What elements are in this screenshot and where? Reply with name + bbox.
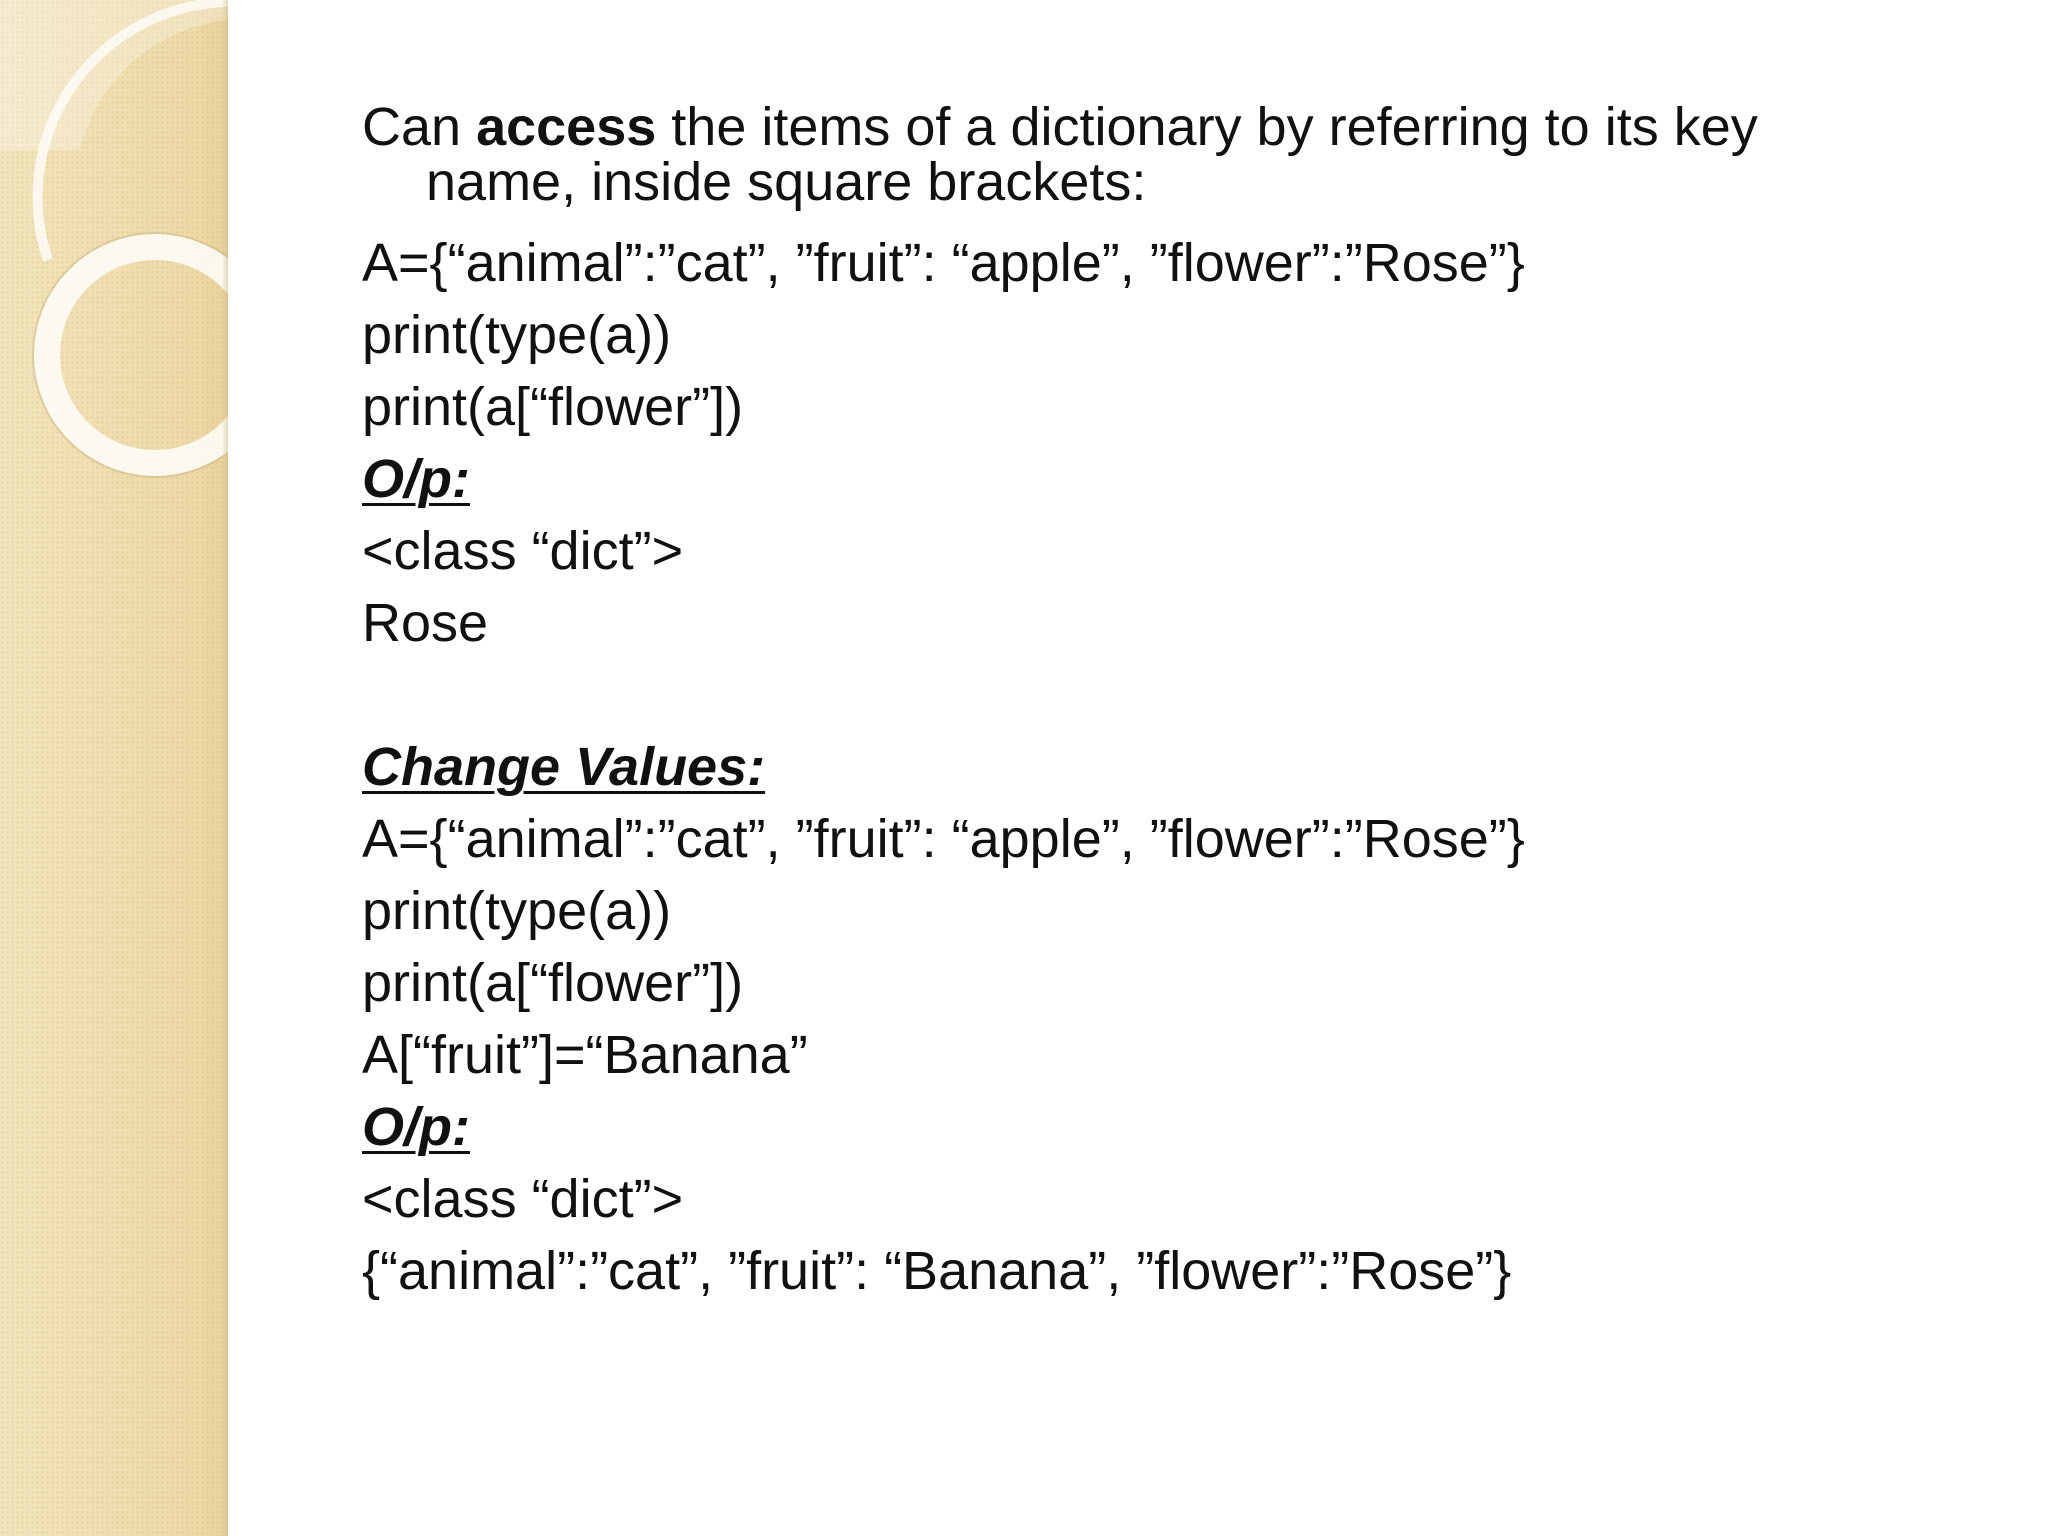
- section-heading-change-values: Change Values:: [362, 737, 766, 797]
- code-line: print(type(a)): [362, 305, 672, 365]
- panel-edge-shadow: [222, 0, 228, 1536]
- code-line: print(a[“flower”]): [362, 377, 744, 437]
- code-line: A={“animal”:”cat”, ”fruit”: “apple”, ”flower”:”Rose”}: [362, 233, 1525, 293]
- slide-content: [362, 97, 1962, 1307]
- intro-paragraph: [362, 97, 1962, 212]
- output-line: Rose: [362, 593, 489, 653]
- output-line: <class “dict”>: [362, 521, 684, 581]
- code-line: A[“fruit”]=“Banana”: [362, 1025, 808, 1085]
- decorative-side-panel: [0, 0, 228, 1536]
- output-line: {“animal”:”cat”, ”fruit”: “Banana”, ”flower”:”Rose”}: [362, 1241, 1512, 1301]
- code-line: print(type(a)): [362, 881, 672, 941]
- output-line: <class “dict”>: [362, 1169, 684, 1229]
- code-line: print(a[“flower”]): [362, 953, 744, 1013]
- output-heading: O/p:: [362, 449, 470, 509]
- output-heading: O/p:: [362, 1097, 470, 1157]
- intro-bold-keyword: access: [476, 97, 657, 157]
- decorative-rings: [0, 0, 228, 520]
- section-spacer: [362, 659, 1962, 731]
- intro-text-continuation: name, inside square brackets:: [426, 152, 1147, 212]
- code-line: A={“animal”:”cat”, ”fruit”: “apple”, ”flower”:”Rose”}: [362, 809, 1525, 869]
- intro-text-start: Can: [362, 97, 477, 157]
- intro-text-end: the items of a dictionary by referring to its key: [656, 97, 1758, 157]
